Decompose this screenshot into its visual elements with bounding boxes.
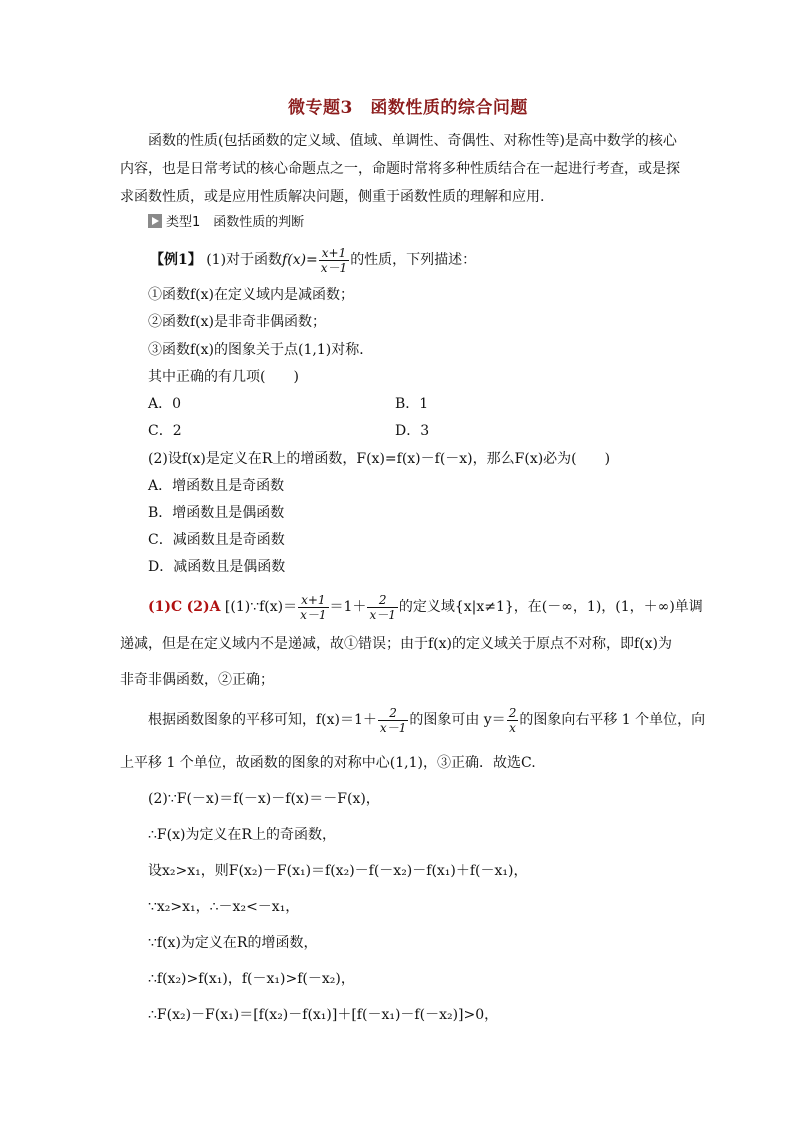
frac-denominator: x－1 (300, 607, 327, 622)
function-def: f(x)= (282, 252, 318, 268)
solution-s1c: 的定义域{x|x≠1}，在(－∞，1)，(1，＋∞)单调 (398, 599, 703, 615)
fraction-x1 (319, 246, 349, 275)
frac-denominator: x－1 (320, 260, 348, 275)
fraction-2 (367, 593, 397, 622)
frac-denominator: x－1 (379, 720, 407, 735)
statement-2: ②函数f(x)是非奇非偶函数； (148, 314, 327, 330)
fraction-x1-b (298, 593, 328, 622)
choice-2A: A．增函数且是奇函数 (148, 478, 285, 494)
choice-1A: A．0 (148, 396, 182, 412)
frac-numerator: 2 (378, 706, 408, 721)
statement-1: ①函数f(x)在定义域内是减函数； (148, 287, 355, 303)
choice-1C: C．2 (148, 423, 182, 439)
section-heading (148, 213, 304, 233)
solution-s4a: 根据函数图象的平移可知，f(x)＝1＋ (148, 712, 377, 728)
intro-line-1: 函数的性质(包括函数的定义域、值域、单调性、奇偶性、对称性等)是高中数学的核心 (148, 133, 677, 149)
question-2: (2)设f(x)是定义在R上的增函数，F(x)=f(x)－f(－x)，那么F(x)必为( ) (148, 451, 611, 467)
answer-1: (1)C (148, 599, 183, 615)
question-1: 其中正确的有几项( ) (148, 369, 299, 385)
solution-s1a: [(1)∵f(x)＝ (224, 599, 298, 615)
solution-line-12: ∴F(x₂)－F(x₁)＝[f(x₂)－f(x₁)]＋[f(－x₁)－f(－x₂)]>0， (148, 1007, 499, 1023)
solution-line-5: 上平移 1 个单位，故函数的图象的对称中心(1,1)，③正确．故选C. (120, 755, 536, 771)
solution-s4c: 的图象向右平移 1 个单位，向 (519, 712, 706, 728)
choice-2C: C．减函数且是奇函数 (148, 532, 285, 548)
choice-2D: D．减函数且是偶函数 (148, 559, 286, 575)
example-tag: 【例1】 (150, 252, 202, 268)
frac-numerator: 2 (508, 705, 517, 720)
frac-denominator: x (509, 720, 516, 735)
fraction-2-over-x (507, 706, 519, 735)
solution-s1b: ＝1＋ (329, 599, 367, 615)
solution-line-8: 设x₂>x₁，则F(x₂)－F(x₁)＝f(x₂)－f(－x₂)－f(x₁)＋f(－x₁)， (148, 863, 528, 879)
intro-line-3: 求函数性质，或是应用性质解决问题，侧重于函数性质的理解和应用. (120, 189, 545, 205)
choice-1D: D．3 (395, 423, 430, 439)
section-label: 类型1 函数性质的判断 (166, 215, 305, 230)
frac-numerator: x+1 (319, 246, 349, 261)
solution-line-3: 非奇非偶函数，②正确； (120, 672, 274, 688)
frac-numerator: x+1 (298, 593, 328, 608)
page-title: 微专题3 函数性质的综合问题 (288, 98, 528, 118)
intro-line-2: 内容，也是日常考试的核心命题点之一，命题时常将多种性质结合在一起进行考查，或是探 (120, 161, 680, 177)
solution-line-6: (2)∵F(－x)＝f(－x)－f(x)＝－F(x)， (148, 791, 380, 807)
example-1-stem (150, 245, 476, 275)
solution-line-10: ∵f(x)为定义在R的增函数， (148, 935, 318, 951)
frac-denominator: x－1 (369, 607, 396, 622)
example-p1-pre: (1)对于函数 (206, 252, 283, 268)
solution-line-2: 递减，但是在定义域内不是递减，故①错误；由于f(x)的定义域关于原点不对称，即f(x)为 (120, 636, 672, 652)
choice-2B: B．增函数且是偶函数 (148, 505, 285, 521)
solution-line-1 (148, 592, 703, 622)
answer-2: (2)A (186, 599, 221, 615)
play-triangle-icon (148, 214, 162, 228)
example-p1-post: 的性质，下列描述： (350, 252, 477, 268)
solution-line-11: ∴f(x₂)>f(x₁)，f(－x₁)>f(－x₂)， (148, 971, 355, 987)
fraction-2-b (378, 706, 408, 735)
solution-line-7: ∴F(x)为定义在R上的奇函数， (148, 827, 336, 843)
solution-line-9: ∵x₂>x₁，∴－x₂<－x₁， (148, 899, 300, 915)
solution-s4b: 的图象可由 y＝ (409, 712, 506, 728)
solution-line-4 (148, 705, 705, 735)
statement-3: ③函数f(x)的图象关于点(1,1)对称． (148, 342, 374, 358)
frac-numerator: 2 (367, 593, 397, 608)
choice-1B: B．1 (395, 396, 429, 412)
